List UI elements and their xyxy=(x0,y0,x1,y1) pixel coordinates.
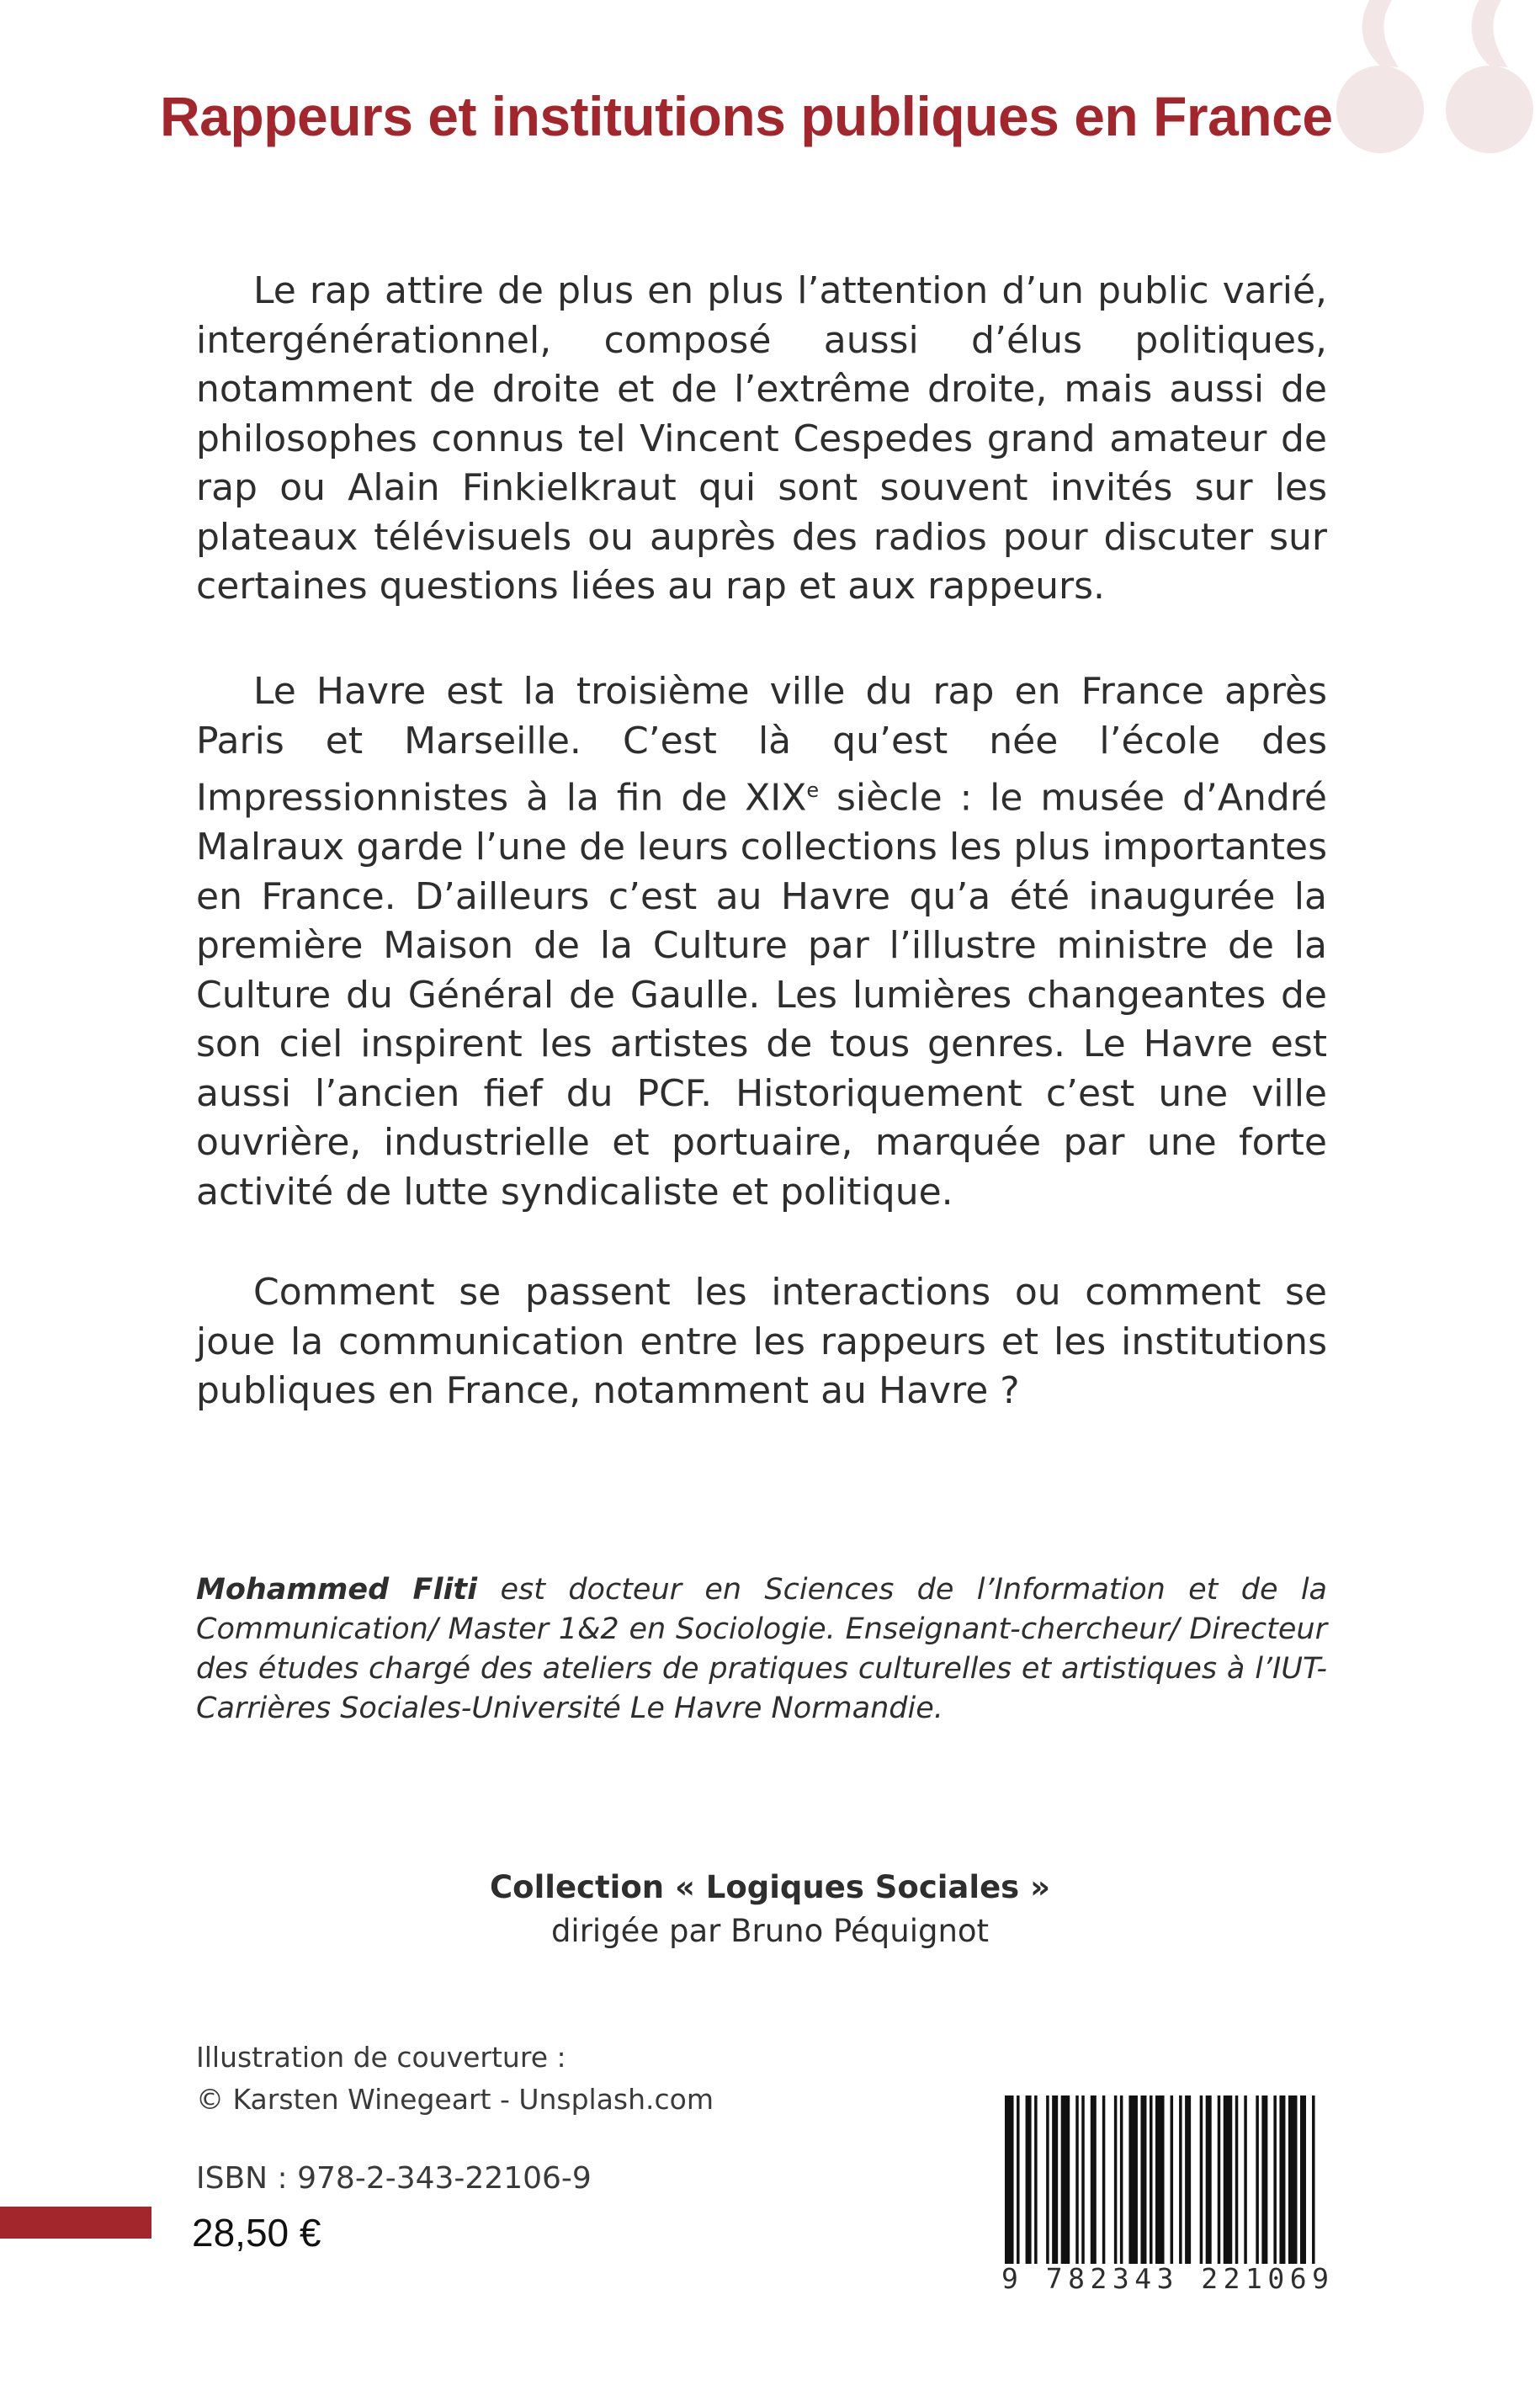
barcode-bar xyxy=(1235,2096,1239,2264)
barcode-bar xyxy=(1256,2096,1259,2264)
cover-credits xyxy=(196,2037,714,2121)
barcode-bar xyxy=(1140,2096,1146,2264)
price: 28,50 € xyxy=(192,2211,321,2255)
barcode-bar xyxy=(1081,2096,1085,2264)
barcode-bar xyxy=(1200,2096,1203,2264)
barcode-bar xyxy=(1114,2096,1118,2264)
barcode-bar xyxy=(1279,2096,1285,2264)
barcode-bar xyxy=(1179,2096,1182,2264)
barcode-digits: 9 782343 221069 xyxy=(1001,2262,1335,2295)
barcode-bar xyxy=(1052,2096,1058,2264)
barcode-bar xyxy=(1206,2096,1212,2264)
barcode-bar xyxy=(1244,2096,1247,2264)
credits-source: © Karsten Winegeart - Unsplash.com xyxy=(196,2083,714,2116)
barcode-bar xyxy=(1102,2096,1106,2264)
author-name: Mohammed Fliti xyxy=(196,1573,478,1607)
barcode-bar xyxy=(1185,2096,1191,2264)
author-bio xyxy=(196,1570,1327,1729)
barcode-bar xyxy=(1026,2096,1032,2264)
accent-bar xyxy=(0,2207,151,2239)
paragraph-text: Le rap attire de plus en plus l’attention d’un public varié, intergénérationnel, composé aussi d’élus politiques, notamment de droite et de l’extrême droite, mais aussi de philosophes connus tel Vincent Cespedes grand amateur de rap ou Alain Finkielkraut qui sont souvent invités sur les plateaux télévisuels ou auprès des radios pour discuter sur certaines questions liées au rap et aux rappeurs. xyxy=(196,269,1327,608)
book-title: Rappeurs et institutions publiques en France xyxy=(160,85,1333,147)
barcode-bar xyxy=(1300,2096,1306,2264)
credits-label: Illustration de couverture : xyxy=(196,2041,566,2074)
barcode-bar xyxy=(1091,2096,1097,2264)
paragraph-text-part: siècle : le musée d’André Malraux garde l’une de leurs collections les plus importantes en France. D’ailleurs c’est au Havre qu’a été inaugurée la première Maison de la Culture par l’illustre ministre de la Culture du Général de Gaulle. Les lumières changeantes de son ciel inspirent les artistes de tous genres. Le Havre est aussi l’ancien fief du PCF. Historiquement c’est une ville ouvrière, industrielle et portuaire, marquée par une forte activité de lutte syndicaliste et politique. xyxy=(196,776,1327,1214)
barcode-bar xyxy=(1128,2096,1138,2264)
barcode-bar xyxy=(1017,2096,1020,2264)
century-superscript: e xyxy=(806,778,820,802)
summary-paragraph-2 xyxy=(196,667,1327,1217)
paragraph-text-part: Le Havre est la troisième ville du rap en France après Paris et Marseille. C’est là qu’est née l’école des Impressionnistes à la fin de XIX xyxy=(196,670,1327,820)
barcode-bar xyxy=(1273,2096,1277,2264)
author-bio-text: est docteur en Sciences de l’Information et de la Communication/ Master 1&2 en Sociologie. Enseignant-chercheur/ Directeur des études chargé des ateliers de pratiques culturelles et artistiques à l’IUT-Carrières Sociales-Université Le Havre Normandie. xyxy=(196,1573,1327,1725)
collection-title: Collection « Logiques Sociales » xyxy=(490,1869,1050,1905)
barcode-bar xyxy=(1261,2096,1267,2264)
barcode-bar xyxy=(1155,2096,1165,2264)
paragraph-text: Comment se passent les interactions ou comment se joue la communication entre les rappeurs et les institutions publiques en France, notamment au Havre ? xyxy=(196,1271,1327,1412)
barcode-bar xyxy=(1224,2096,1233,2264)
isbn: ISBN : 978-2-343-22106-9 xyxy=(196,2161,592,2196)
paragraph-text xyxy=(196,667,1327,1217)
barcode-bar xyxy=(1120,2096,1123,2264)
barcode-bar xyxy=(1046,2096,1049,2264)
barcode-bar xyxy=(1034,2096,1038,2264)
barcode-bar xyxy=(1218,2096,1221,2264)
barcode-bar xyxy=(1061,2096,1070,2264)
collection-info xyxy=(0,1866,1540,1953)
barcode-bar xyxy=(1312,2096,1315,2264)
summary-paragraph-3 xyxy=(196,1268,1327,1416)
barcode-bar xyxy=(1075,2096,1079,2264)
barcode-bar xyxy=(1171,2096,1174,2264)
barcode-bar xyxy=(1150,2096,1153,2264)
barcode-icon xyxy=(1001,2096,1321,2264)
summary-paragraph-1 xyxy=(196,267,1327,612)
barcode-bar xyxy=(1288,2096,1298,2264)
barcode-bar xyxy=(1005,2096,1014,2264)
collection-director: dirigée par Bruno Péquignot xyxy=(550,1913,990,1949)
